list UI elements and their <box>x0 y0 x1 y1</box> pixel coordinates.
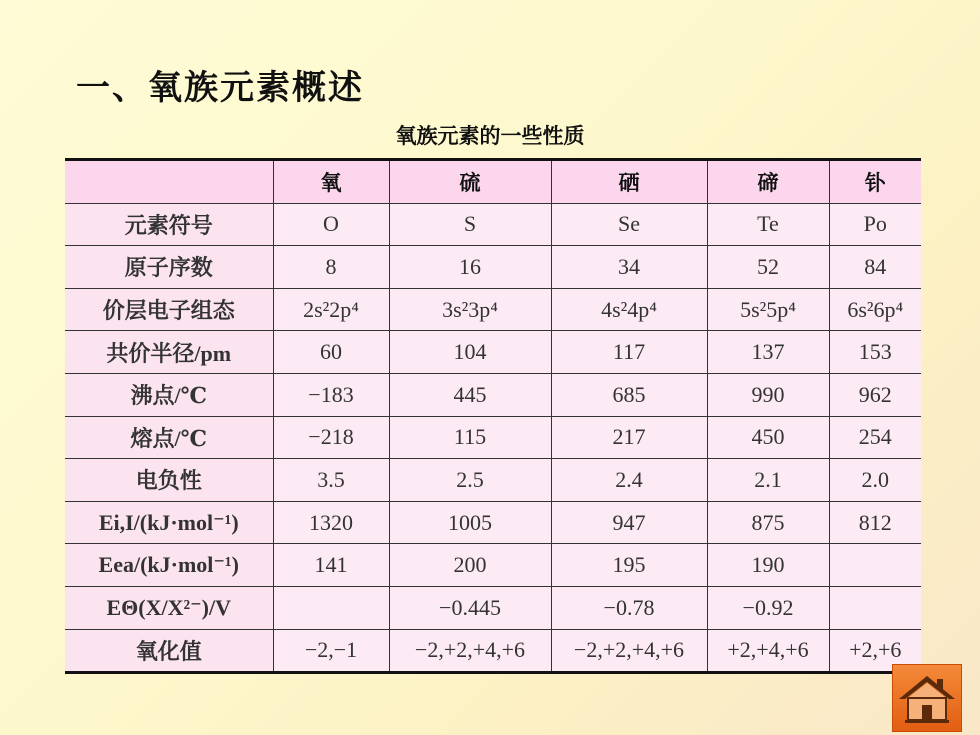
row-atomic-number <box>65 246 921 289</box>
table-cell: 875 <box>707 501 829 544</box>
table-cell: 254 <box>829 416 921 459</box>
table-cell: −183 <box>273 373 389 416</box>
table-cell: S <box>389 203 551 246</box>
table-cell: +2,+6 <box>829 629 921 673</box>
table-cell: −218 <box>273 416 389 459</box>
row-element-symbol <box>65 203 921 246</box>
table-cell: 52 <box>707 246 829 289</box>
table-cell: 2.0 <box>829 459 921 502</box>
page-title: 一、氧族元素概述 <box>76 68 364 108</box>
row-ionization-energy <box>65 501 921 544</box>
table-cell: 685 <box>551 373 707 416</box>
table-cell: 1005 <box>389 501 551 544</box>
header-sulfur: 硫 <box>389 160 551 204</box>
table-cell: Se <box>551 203 707 246</box>
table-cell: 450 <box>707 416 829 459</box>
home-button[interactable] <box>892 664 962 732</box>
header-polonium: 钋 <box>829 160 921 204</box>
row-covalent-radius <box>65 331 921 374</box>
row-label: 电负性 <box>65 459 273 502</box>
table-cell: 217 <box>551 416 707 459</box>
header-tellurium: 碲 <box>707 160 829 204</box>
table-cell: 115 <box>389 416 551 459</box>
table-cell: 200 <box>389 544 551 587</box>
table-cell: 2s²2p⁴ <box>273 288 389 331</box>
table-cell <box>829 586 921 629</box>
table-cell: 990 <box>707 373 829 416</box>
table-cell: −0.78 <box>551 586 707 629</box>
table-cell: Po <box>829 203 921 246</box>
table-cell: 34 <box>551 246 707 289</box>
table-cell: 153 <box>829 331 921 374</box>
table-cell: 137 <box>707 331 829 374</box>
table-cell: 5s²5p⁴ <box>707 288 829 331</box>
table-cell: 195 <box>551 544 707 587</box>
table-cell: −2,+2,+4,+6 <box>551 629 707 673</box>
table-caption: 氧族元素的一些性质 <box>395 124 585 148</box>
table-cell: 6s²6p⁴ <box>829 288 921 331</box>
row-electron-affinity <box>65 544 921 587</box>
table-cell: 3.5 <box>273 459 389 502</box>
table-cell <box>273 586 389 629</box>
row-electronegativity <box>65 459 921 502</box>
table-cell: 2.5 <box>389 459 551 502</box>
table-cell: O <box>273 203 389 246</box>
header-oxygen: 氧 <box>273 160 389 204</box>
table-cell: 16 <box>389 246 551 289</box>
row-label: 原子序数 <box>65 246 273 289</box>
table-cell: 104 <box>389 331 551 374</box>
table-cell: 117 <box>551 331 707 374</box>
header-selenium: 硒 <box>551 160 707 204</box>
row-label: 共价半径/pm <box>65 331 273 374</box>
table-cell: Te <box>707 203 829 246</box>
table-cell: 8 <box>273 246 389 289</box>
table-cell: 3s²3p⁴ <box>389 288 551 331</box>
table-cell: −2,−1 <box>273 629 389 673</box>
table-cell: 141 <box>273 544 389 587</box>
row-standard-potential <box>65 586 921 629</box>
table-cell: 2.4 <box>551 459 707 502</box>
row-label: EΘ(X/X²⁻)/V <box>65 586 273 629</box>
table-cell: 962 <box>829 373 921 416</box>
table-cell: 812 <box>829 501 921 544</box>
table-cell: 445 <box>389 373 551 416</box>
table-cell: 4s²4p⁴ <box>551 288 707 331</box>
table-cell: 190 <box>707 544 829 587</box>
table-header-row <box>65 160 921 204</box>
row-label: Ei,I/(kJ·mol⁻¹) <box>65 501 273 544</box>
row-label: 价层电子组态 <box>65 288 273 331</box>
row-label: 元素符号 <box>65 203 273 246</box>
table-cell: −0.92 <box>707 586 829 629</box>
row-label: 沸点/℃ <box>65 373 273 416</box>
row-boiling-point <box>65 373 921 416</box>
table-cell: −2,+2,+4,+6 <box>389 629 551 673</box>
row-valence-config <box>65 288 921 331</box>
row-oxidation-states <box>65 629 921 673</box>
row-label: 氧化值 <box>65 629 273 673</box>
properties-table <box>65 158 921 674</box>
table-cell: 1320 <box>273 501 389 544</box>
home-icon <box>893 665 961 731</box>
table-cell: +2,+4,+6 <box>707 629 829 673</box>
row-label: Eea/(kJ·mol⁻¹) <box>65 544 273 587</box>
header-corner <box>65 160 273 204</box>
table-cell: 84 <box>829 246 921 289</box>
table-cell: 2.1 <box>707 459 829 502</box>
table-cell: 60 <box>273 331 389 374</box>
row-label: 熔点/℃ <box>65 416 273 459</box>
row-melting-point <box>65 416 921 459</box>
table-cell: 947 <box>551 501 707 544</box>
table-cell: −0.445 <box>389 586 551 629</box>
table-cell <box>829 544 921 587</box>
